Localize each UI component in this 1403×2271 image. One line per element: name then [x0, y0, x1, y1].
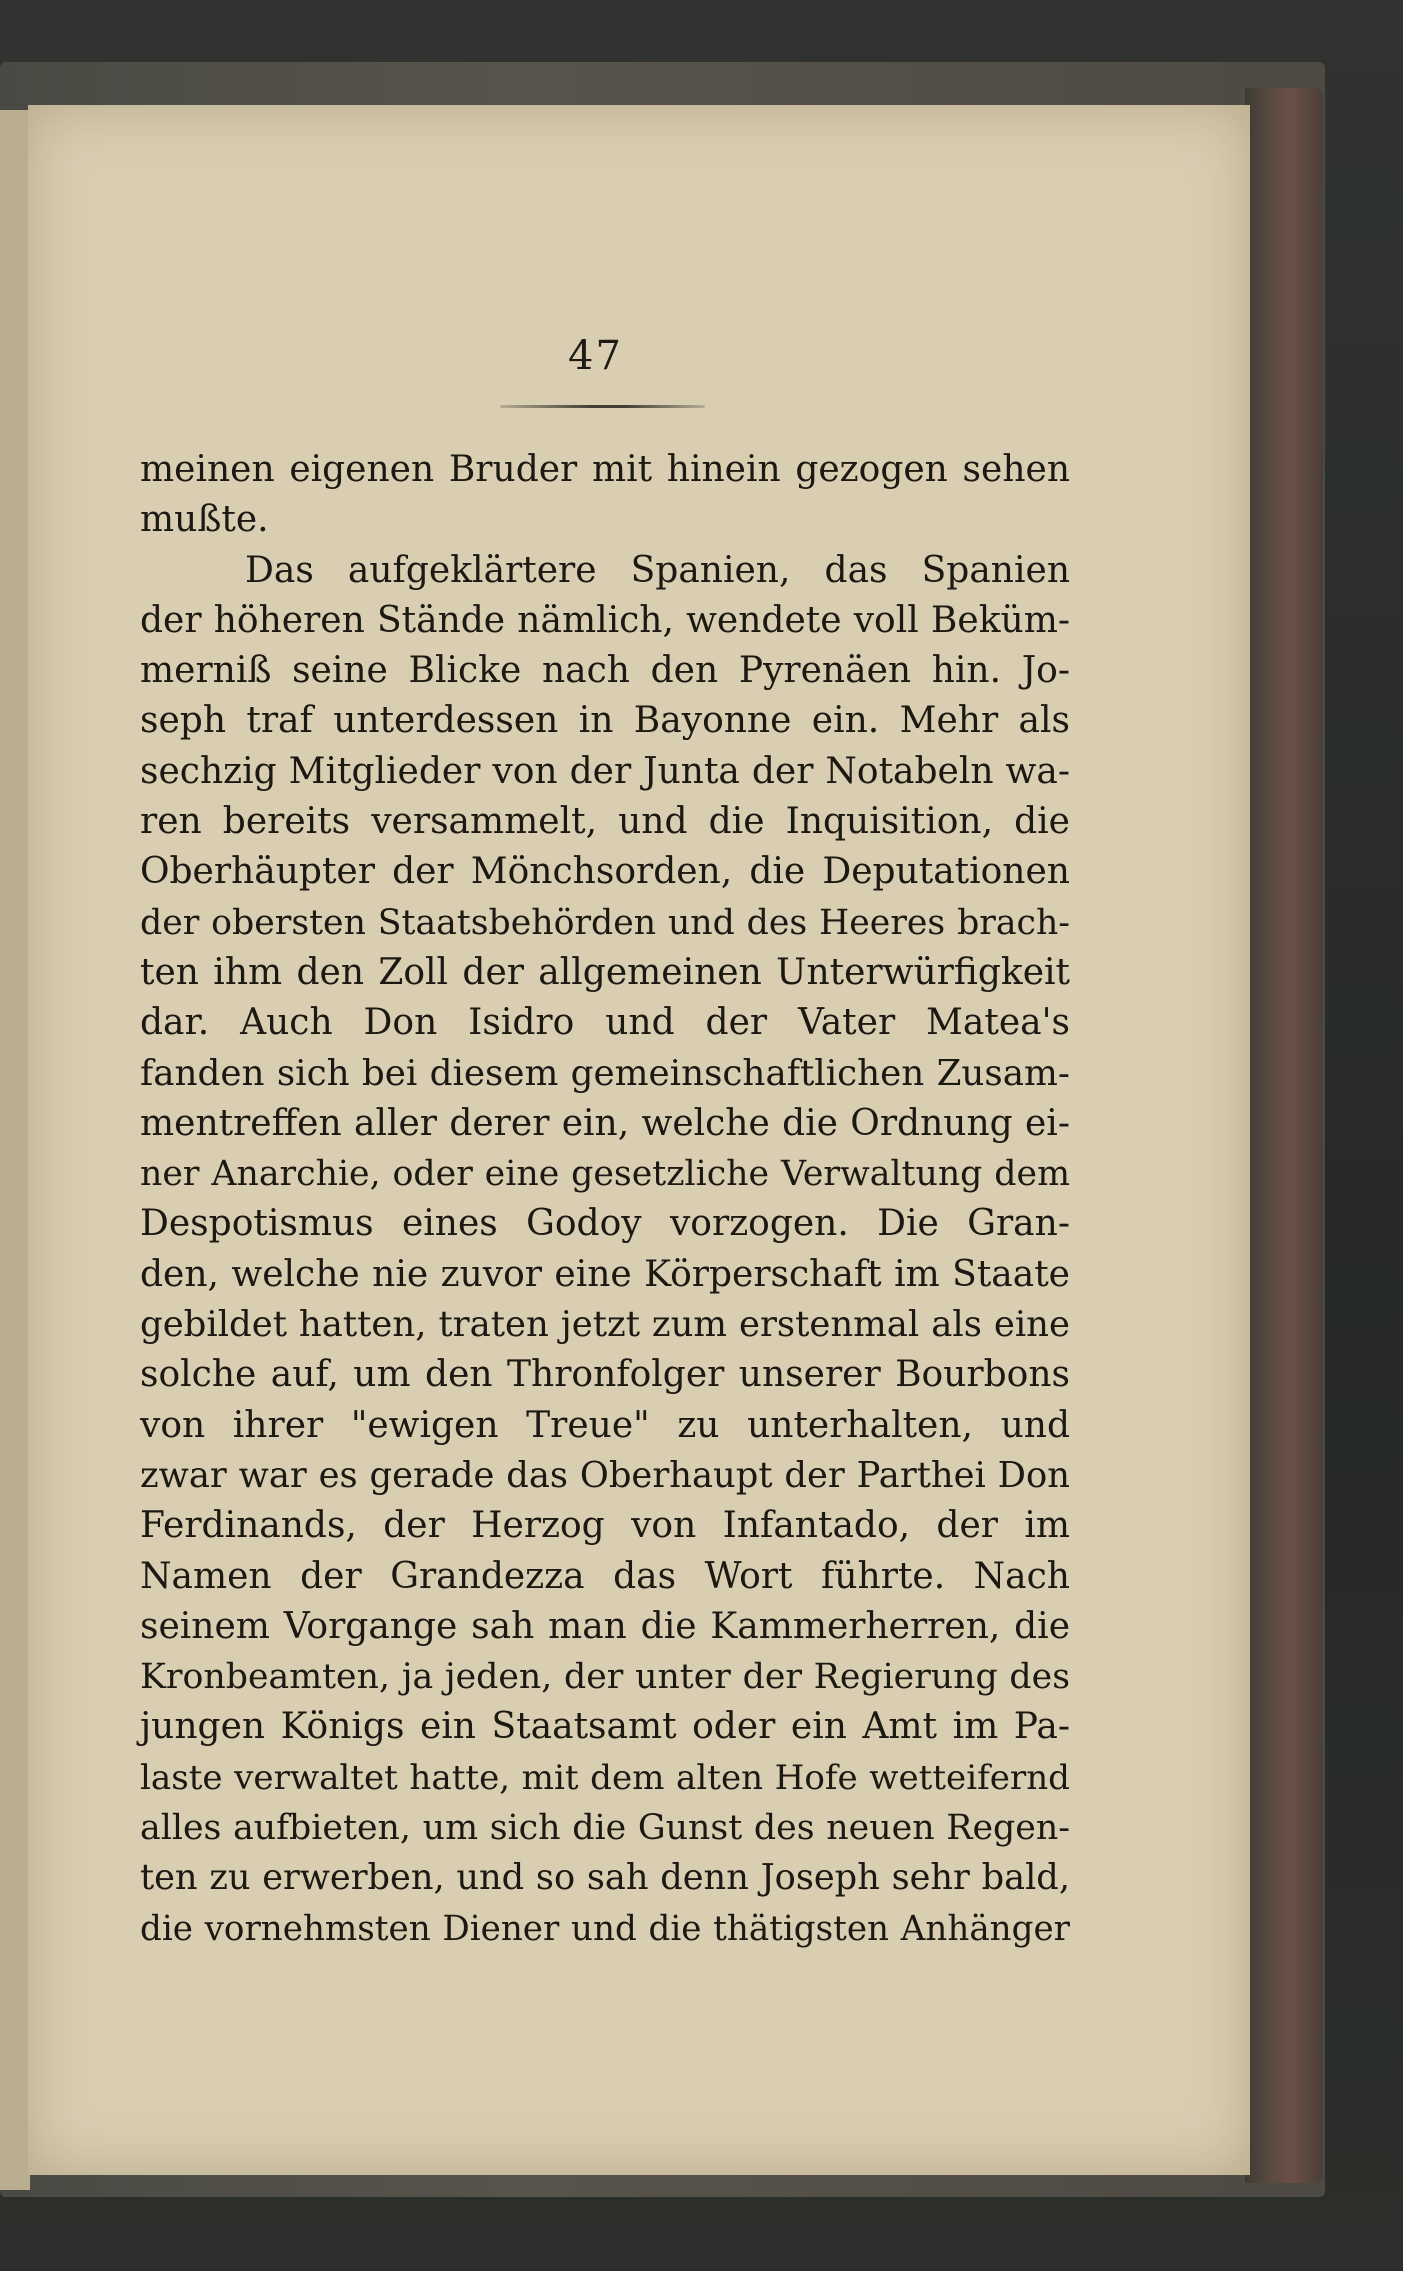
page-number: 47: [568, 333, 623, 379]
text-line: Oberhäupter der Mönchsorden, die Deputationen: [140, 851, 1070, 893]
text-line: seinem Vorgange sah man die Kammerherren, die: [140, 1605, 1070, 1647]
text-line: jungen Königs ein Staatsamt oder ein Amt im Pa-: [140, 1706, 1070, 1748]
text-line: dar. Auch Don Isidro und der Vater Matea's: [140, 1002, 1070, 1044]
text-line: die vornehmsten Diener und die thätigsten Anhänger: [140, 1908, 1070, 1949]
book-spine-edge: [1245, 88, 1323, 2183]
text-line: gebildet hatten, traten jetzt zum erstenmal als eine: [140, 1304, 1070, 1346]
header-rule: [500, 405, 705, 408]
text-line: zwar war es gerade das Oberhaupt der Parthei Don: [140, 1454, 1070, 1496]
text-line: sechzig Mitglieder von der Junta der Notabeln wa-: [140, 750, 1070, 792]
text-line: Das aufgeklärtere Spanien, das Spanien: [245, 549, 1070, 591]
text-line: merniß seine Blicke nach den Pyrenäen hin. Jo-: [140, 650, 1070, 692]
text-line: meinen eigenen Bruder mit hinein gezogen sehen: [140, 449, 1070, 490]
text-line: Ferdinands, der Herzog von Infantado, der im: [140, 1505, 1070, 1547]
facing-page-edge: [0, 110, 30, 2190]
text-line: mußte.: [140, 499, 269, 541]
text-line: ren bereits versammelt, und die Inquisition, die: [140, 801, 1070, 843]
text-line: Despotismus eines Godoy vorzogen. Die Gran-: [140, 1203, 1070, 1245]
text-line: alles aufbieten, um sich die Gunst des neuen Regen-: [140, 1808, 1070, 1849]
text-line: fanden sich bei diesem gemeinschaftlichen Zusam-: [140, 1052, 1070, 1094]
text-line: laste verwaltet hatte, mit dem alten Hofe wetteifernd: [140, 1757, 1070, 1798]
body-text: [140, 445, 1070, 1954]
text-line: von ihrer "ewigen Treue" zu unterhalten, und: [140, 1404, 1070, 1446]
text-line: ten zu erwerben, und so sah denn Joseph sehr bald,: [140, 1857, 1070, 1899]
text-line: den, welche nie zuvor eine Körperschaft im Staate: [140, 1253, 1070, 1295]
text-line: der höheren Stände nämlich, wendete voll Beküm-: [140, 599, 1070, 641]
text-line: solche auf, um den Thronfolger unserer Bourbons: [140, 1354, 1070, 1396]
text-line: der obersten Staatsbehörden und des Heeres brach-: [140, 902, 1070, 943]
text-line: ner Anarchie, oder eine gesetzliche Verwaltung dem: [140, 1154, 1070, 1195]
text-line: ten ihm den Zoll der allgemeinen Unterwürfigkeit: [140, 951, 1070, 993]
text-line: mentreffen aller derer ein, welche die Ordnung ei-: [140, 1102, 1070, 1144]
text-line: seph traf unterdessen in Bayonne ein. Mehr als: [140, 700, 1070, 742]
text-line: Namen der Grandezza das Wort führte. Nach: [140, 1555, 1070, 1597]
page-paper: [28, 105, 1250, 2175]
text-line: Kronbeamten, ja jeden, der unter der Regierung des: [140, 1657, 1070, 1698]
